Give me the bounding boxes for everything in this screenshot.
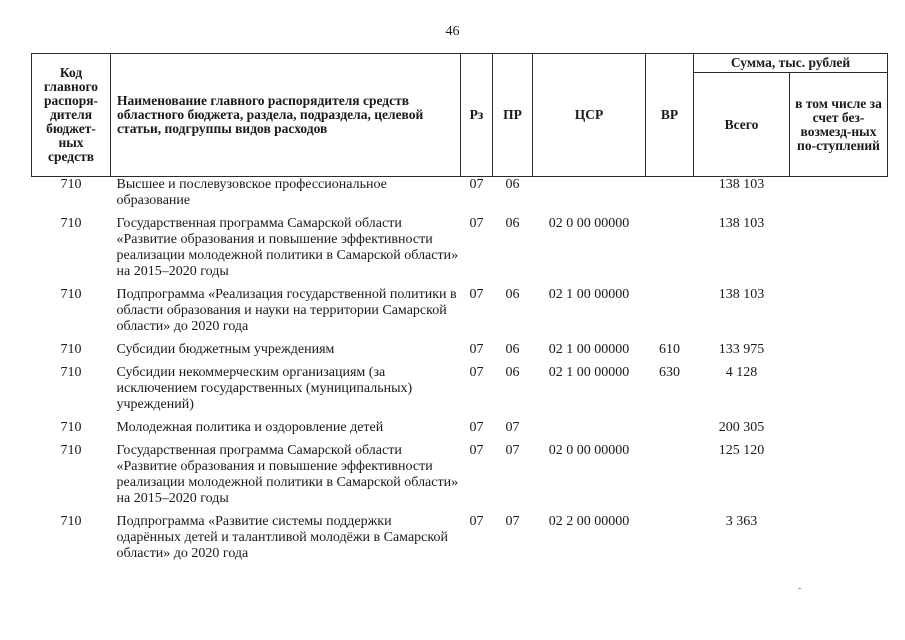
table-row xyxy=(32,443,888,514)
csr-cell: 02 1 00 00000 xyxy=(548,287,630,302)
bez-cell xyxy=(790,443,888,514)
pr-cell: 06 xyxy=(505,342,520,357)
name-cell: Государственная программа Самарской области «Развитие образования и повышение эффективности реализации молодежной политики в Самарской области» на 2015–2020 годы xyxy=(116,216,459,279)
header-rz: Рз xyxy=(461,54,493,177)
name-cell: Субсидии некоммерческим организациям (за исключением государственных (муниципальных) учреждений) xyxy=(116,365,413,412)
header-name: Наименование главного распорядителя средств областного бюджета, раздела, подраздела, целевой статьи, подгруппы видов расходов xyxy=(111,54,461,177)
vr-cell xyxy=(646,216,694,287)
pr-cell: 06 xyxy=(505,216,520,231)
kod-cell: 710 xyxy=(60,216,82,231)
header-summa: Сумма, тыс. рублей xyxy=(694,54,888,73)
budget-table xyxy=(31,53,888,569)
csr-cell: 02 1 00 00000 xyxy=(548,342,630,357)
vsego-cell: 200 305 xyxy=(718,420,765,435)
vr-cell xyxy=(646,177,694,217)
header-csr: ЦСР xyxy=(533,54,646,177)
pr-cell: 07 xyxy=(505,514,520,529)
rz-cell: 07 xyxy=(469,514,484,529)
stray-mark xyxy=(798,588,801,589)
vr-cell xyxy=(646,514,694,569)
name-cell: Субсидии бюджетным учреждениям xyxy=(116,342,335,357)
name-cell: Государственная программа Самарской области «Развитие образования и повышение эффективности реализации молодежной политики в Самарской области» на 2015–2020 годы xyxy=(116,443,459,506)
vsego-cell: 4 128 xyxy=(725,365,758,380)
csr-cell: 02 1 00 00000 xyxy=(548,365,630,380)
bez-cell xyxy=(790,365,888,420)
table-row xyxy=(32,420,888,443)
vr-cell: 610 xyxy=(659,342,680,357)
csr-cell: 02 0 00 00000 xyxy=(548,443,630,458)
table-row xyxy=(32,287,888,342)
name-cell: Высшее и послевузовское профессиональное образование xyxy=(116,177,387,208)
rz-cell: 07 xyxy=(469,342,484,357)
vsego-cell: 138 103 xyxy=(718,216,765,231)
rz-cell: 07 xyxy=(469,287,484,302)
vsego-cell: 125 120 xyxy=(718,443,765,458)
csr-cell xyxy=(533,177,646,217)
name-cell: Подпрограмма «Развитие системы поддержки одарённых детей и талантливой молодёжи в Самарской области» до 2020 года xyxy=(116,514,448,561)
kod-cell: 710 xyxy=(60,342,82,357)
rz-cell: 07 xyxy=(469,420,484,435)
kod-cell: 710 xyxy=(60,177,82,192)
csr-cell: 02 0 00 00000 xyxy=(548,216,630,231)
header-vsego: Всего xyxy=(694,73,790,177)
table-row xyxy=(32,342,888,365)
rz-cell: 07 xyxy=(469,443,484,458)
vsego-cell: 138 103 xyxy=(718,177,765,192)
rz-cell: 07 xyxy=(469,177,484,192)
kod-cell: 710 xyxy=(60,514,82,529)
name-cell: Подпрограмма «Реализация государственной политики в области образования и науки на территории Самарской области» до 2020 года xyxy=(116,287,457,334)
vr-cell xyxy=(646,443,694,514)
csr-cell: 02 2 00 00000 xyxy=(548,514,630,529)
header-vr: ВР xyxy=(646,54,694,177)
vr-cell: 630 xyxy=(659,365,680,380)
bez-cell xyxy=(790,342,888,365)
page-number: 46 xyxy=(445,24,460,39)
table-row xyxy=(32,216,888,287)
pr-cell: 07 xyxy=(505,420,520,435)
kod-cell: 710 xyxy=(60,365,82,380)
bez-cell xyxy=(790,287,888,342)
table-row xyxy=(32,177,888,217)
rz-cell: 07 xyxy=(469,365,484,380)
header-bez: в том числе за счет без-возмезд-ных по-ступлений xyxy=(790,73,888,177)
table-header xyxy=(32,54,888,177)
kod-cell: 710 xyxy=(60,287,82,302)
pr-cell: 06 xyxy=(505,287,520,302)
name-cell: Молодежная политика и оздоровление детей xyxy=(116,420,384,435)
pr-cell: 07 xyxy=(505,443,520,458)
pr-cell: 06 xyxy=(505,365,520,380)
vsego-cell: 138 103 xyxy=(718,287,765,302)
vr-cell xyxy=(646,287,694,342)
bez-cell xyxy=(790,514,888,569)
bez-cell xyxy=(790,420,888,443)
header-kod: Код главного распоря-дителя бюджет-ных средств xyxy=(32,54,111,177)
kod-cell: 710 xyxy=(60,443,82,458)
vr-cell xyxy=(646,420,694,443)
rz-cell: 07 xyxy=(469,216,484,231)
header-pr: ПР xyxy=(493,54,533,177)
kod-cell: 710 xyxy=(60,420,82,435)
vsego-cell: 133 975 xyxy=(718,342,765,357)
bez-cell xyxy=(790,216,888,287)
table-row xyxy=(32,365,888,420)
bez-cell xyxy=(790,177,888,217)
pr-cell: 06 xyxy=(505,177,520,192)
table-body xyxy=(32,177,888,570)
vsego-cell: 3 363 xyxy=(725,514,758,529)
csr-cell xyxy=(533,420,646,443)
table-row xyxy=(32,514,888,569)
